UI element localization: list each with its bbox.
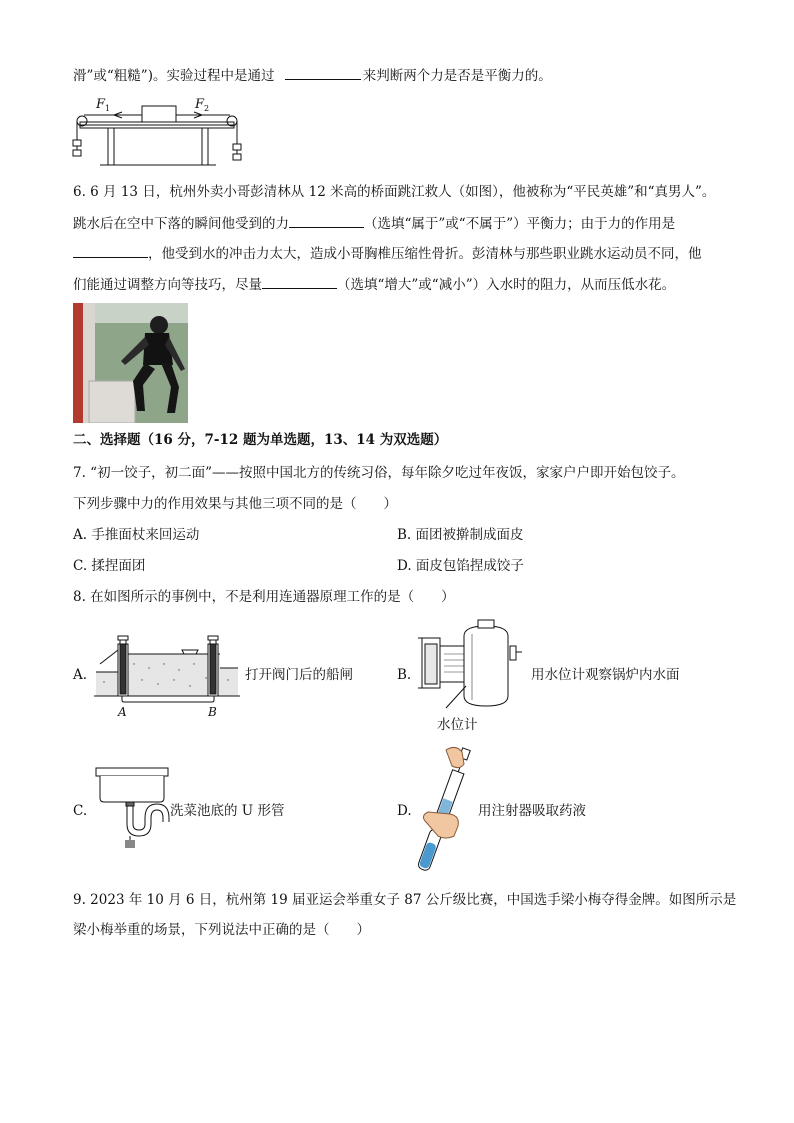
q8-option-a-letter[interactable]: A. <box>73 667 88 683</box>
sink-basin <box>100 776 164 802</box>
q8-stem: 8. 在如图所示的事例中，不是利用连通器原理工作的是（ ） <box>73 589 455 605</box>
section-title: 二、选择题（16 分，7-12 题为单选题，13、14 为双选题） <box>73 432 448 448</box>
answer-blank[interactable] <box>289 215 364 228</box>
table-leg-right <box>202 128 208 165</box>
q7-option-d[interactable]: D. 面皮包馅捏成饺子 <box>397 558 524 574</box>
q6-text: 跳水后在空中下落的瞬间他受到的力 <box>73 216 289 232</box>
q8-option-d-caption: 用注射器吸取药液 <box>478 803 586 819</box>
q5-line <box>73 67 552 85</box>
pulley-table-figure <box>70 92 245 172</box>
q6-line-4 <box>73 276 675 294</box>
q5-text-a: 滑”或“粗糙”)。实验过程中是通过 <box>73 68 275 84</box>
f1-subscript: 1 <box>105 104 111 113</box>
q7-line-2: 下列步骤中力的作用效果与其他三项不同的是（ ） <box>73 496 397 512</box>
f2-subscript: 2 <box>204 104 210 113</box>
label-a: A <box>118 705 127 719</box>
table-leg-left <box>108 128 114 165</box>
syringe-figure <box>416 740 480 880</box>
right-weight-2 <box>233 154 241 160</box>
water-gauge-label: 水位计 <box>437 717 478 733</box>
q8-option-c-letter[interactable]: C. <box>73 803 88 819</box>
answer-blank[interactable] <box>73 245 148 258</box>
q6-text: （选填“属于”或“不属于”）平衡力；由于力的作用是 <box>364 216 676 232</box>
hand <box>423 812 458 838</box>
q6-text: ，他受到水的冲击力太大，造成小哥胸椎压缩性骨折。彭清林与那些职业跳水运动员不同，他 <box>148 246 702 262</box>
q6-line-3 <box>73 245 702 263</box>
q7-option-b[interactable]: B. 面团被擀制成面皮 <box>397 527 524 543</box>
q6-line-1: 6. 6 月 13 日，杭州外卖小哥彭清林从 12 米高的桥面跳江救人（如图），他被称为“平民英雄”和“真男人”。 <box>73 184 716 200</box>
answer-blank[interactable] <box>285 67 361 80</box>
q8-option-d-letter[interactable]: D. <box>397 803 412 819</box>
answer-blank[interactable] <box>262 276 337 289</box>
boiler <box>464 626 508 706</box>
q8-option-b-letter[interactable]: B. <box>397 667 412 683</box>
q9-line-1: 9. 2023 年 10 月 6 日，杭州第 19 届亚运会举重女子 87 公斤级比赛，中国选手梁小梅夺得金牌。如图所示是 <box>73 892 737 908</box>
sink-u-pipe-figure <box>94 764 170 850</box>
q9-line-2: 梁小梅举重的场景，下列说法中正确的是（ ） <box>73 922 370 938</box>
q6-line-2 <box>73 215 675 233</box>
block <box>142 106 176 122</box>
f1-label: F <box>96 97 106 112</box>
f2-label: F <box>195 97 205 112</box>
q6-text: 们能通过调整方向等技巧，尽量 <box>73 277 262 293</box>
q6-text: （选填“增大”或“减小”）入水时的阻力，从而压低水花。 <box>337 277 676 293</box>
valve-b <box>208 636 218 640</box>
left-weight-1 <box>73 140 81 146</box>
label-b: B <box>208 705 217 719</box>
left-weight-2 <box>73 150 81 156</box>
q7-line-1: 7. “初一饺子，初二面”——按照中国北方的传统习俗，每年除夕吃过年夜饭，家家户户即开始包饺子。 <box>73 465 685 481</box>
q5-text-b: 来判断两个力是否是平衡力的。 <box>362 68 552 84</box>
q7-option-c[interactable]: C. 揉捏面团 <box>73 558 146 574</box>
boiler-figure <box>416 616 528 716</box>
q8-option-c-caption: 洗菜池底的 U 形管 <box>170 803 285 819</box>
valve-a <box>118 636 128 640</box>
ship-lock-figure <box>94 628 240 720</box>
q7-option-a[interactable]: A. 手推面杖来回运动 <box>73 527 200 543</box>
q8-option-b-caption: 用水位计观察锅炉内水面 <box>531 667 680 683</box>
q8-option-a-caption: 打开阀门后的船闸 <box>245 667 353 683</box>
jumper-photo <box>73 303 188 423</box>
sink-rim <box>96 768 168 776</box>
right-weight-1 <box>233 144 241 150</box>
